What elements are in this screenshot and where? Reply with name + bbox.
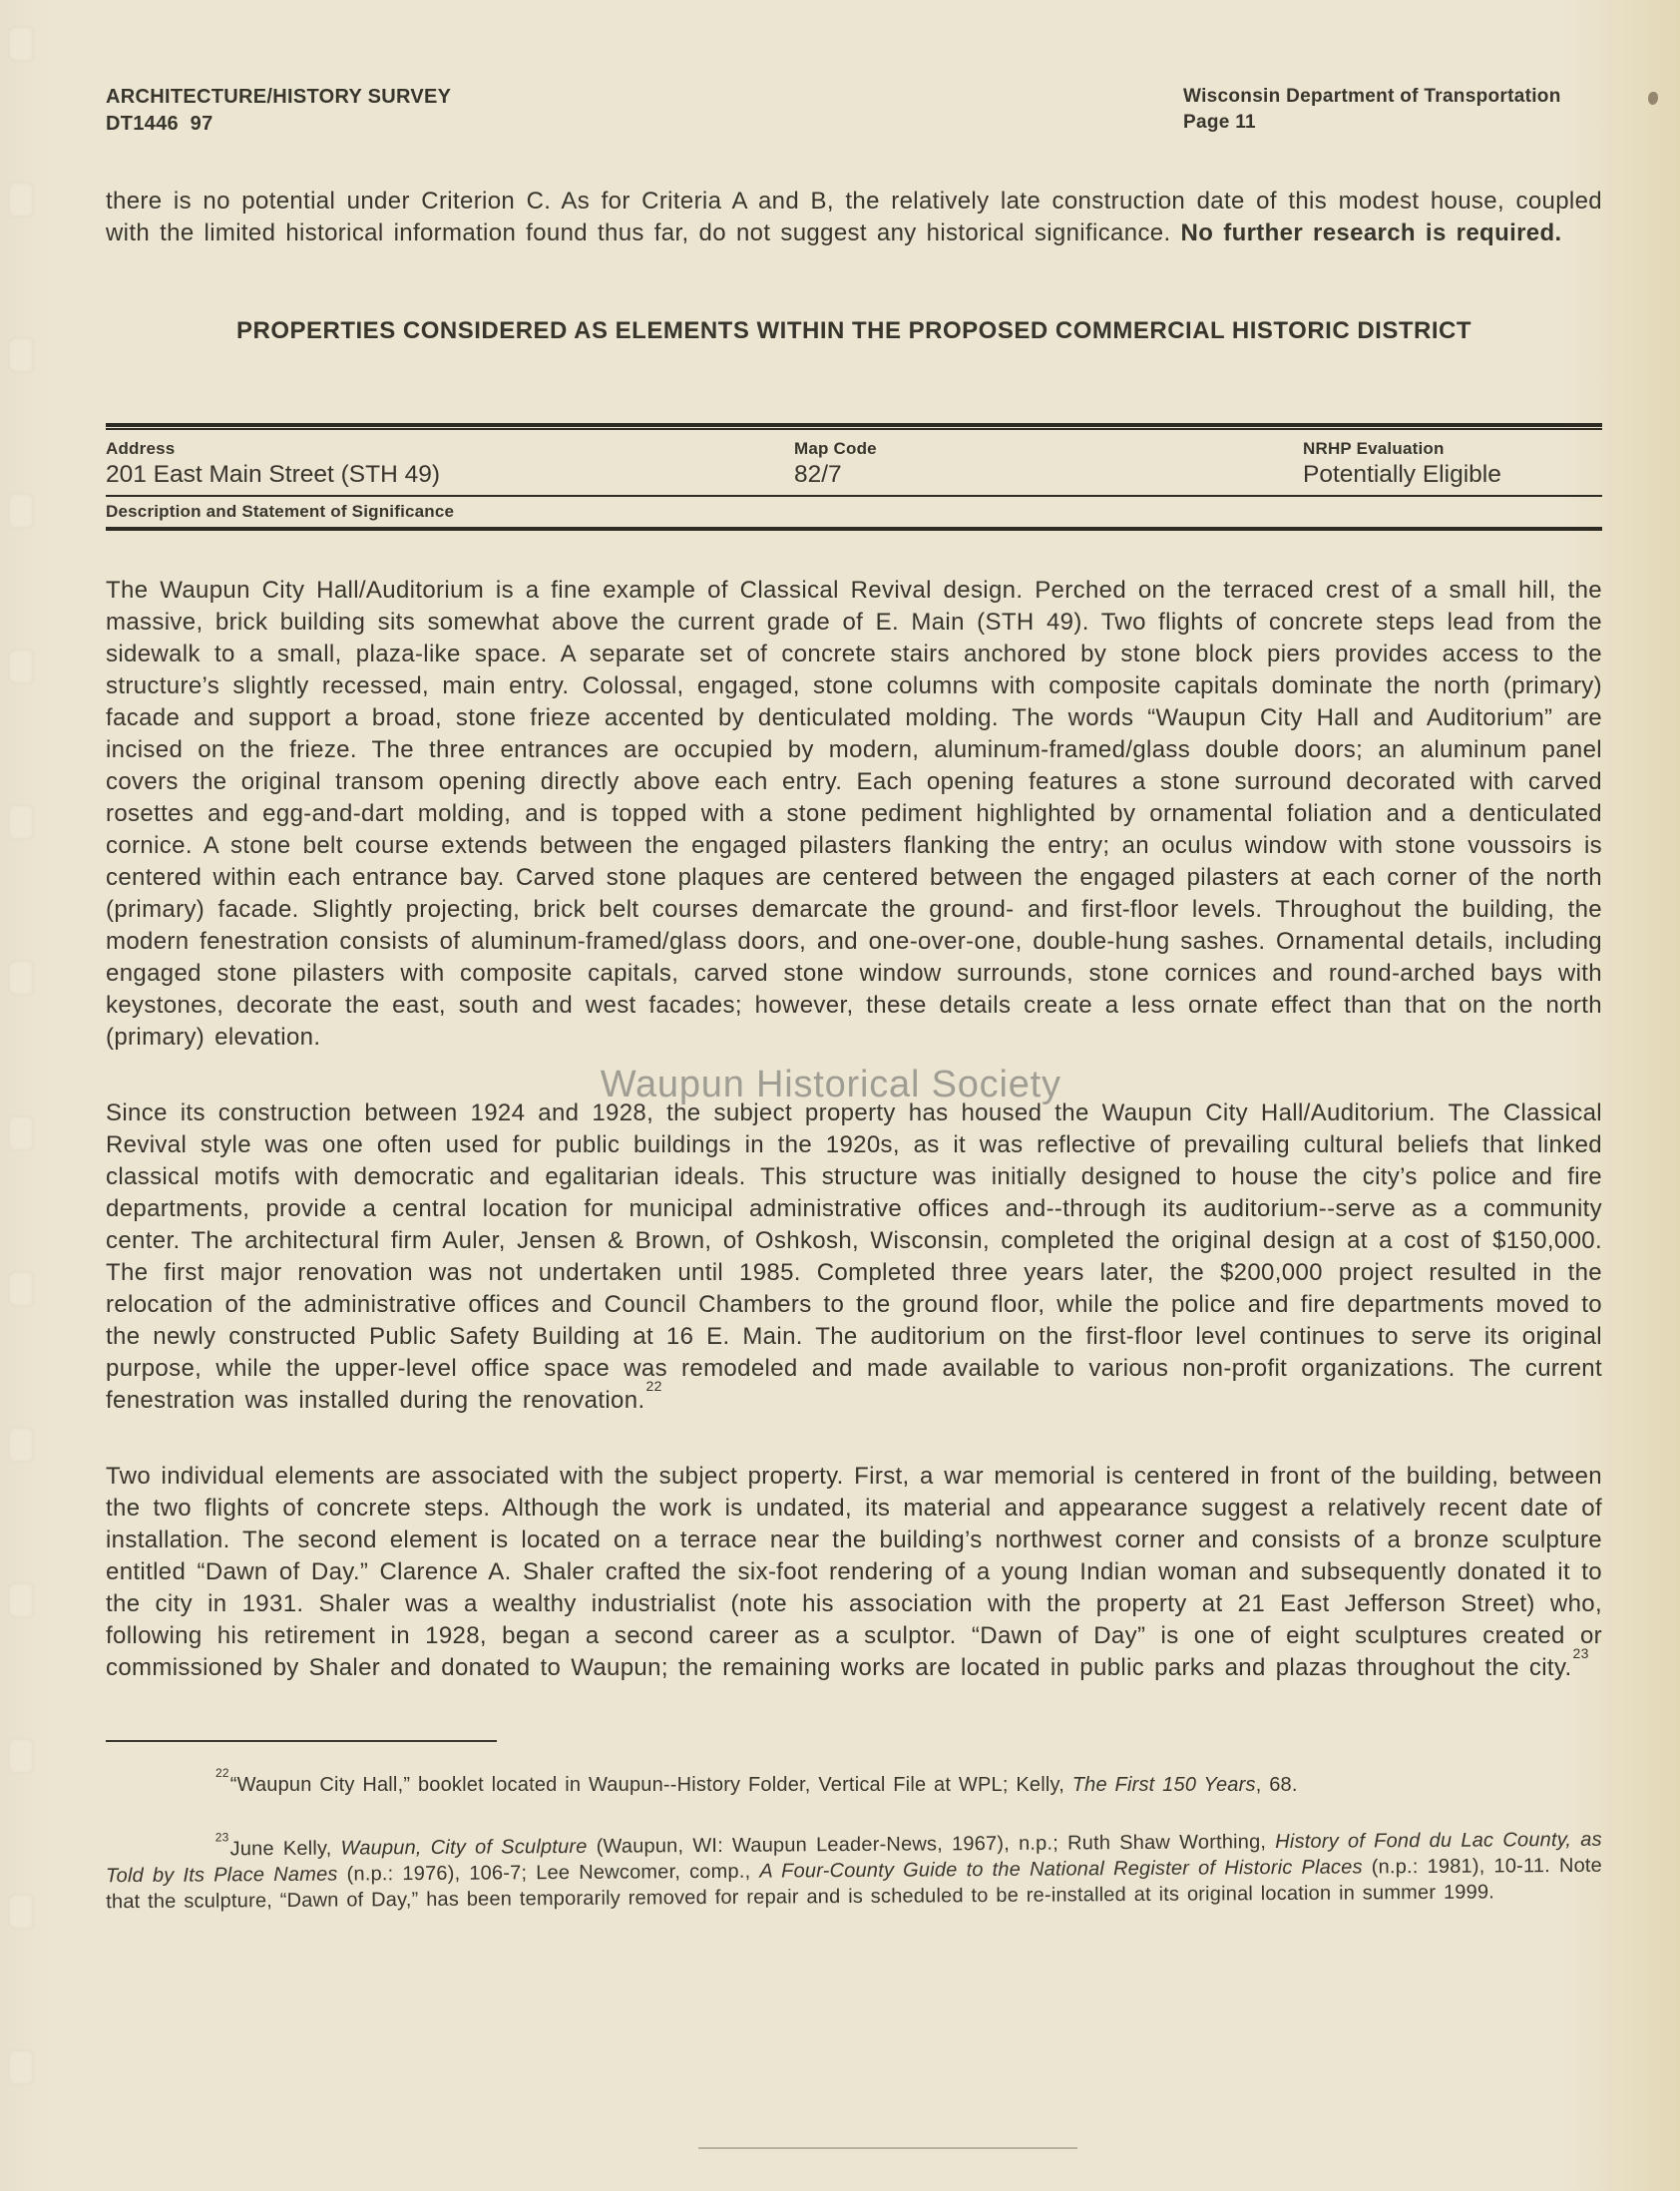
nrhp-evaluation-cell xyxy=(1303,432,1602,495)
history-text: Since its construction between 1924 and 1928, the subject property has housed the Waupun City Hall/Auditorium. The Classical Revival style was one often used for public buildings in the 1920s, as it was reflective of prevailing cultural beliefs that linked classical motifs with democratic and egalitarian ideals. This structure was initially designed to house the city’s police and fire departments, provide a central location for municipal administrative offices and--through its auditorium--serve as a community center. The architectural firm Auler, Jensen & Brown, of Oshkosh, Wisconsin, completed the original design at a cost of $150,000. The first major renovation was not undertaken until 1985. Completed three years later, the $200,000 project resulted in the relocation of the administrative offices and Council Chambers to the ground floor, while the police and fire departments moved to the newly constructed Public Safety Building at 16 E. Main. The auditorium on the first-floor level continues to serve its original purpose, while the upper-level office space was remodeled and made available to various non-profit organizations. The current fenestration was installed during the renovation. xyxy=(106,1099,1602,1414)
map-code-value: 82/7 xyxy=(794,461,842,488)
map-code-column-label: Map Code xyxy=(794,439,877,458)
footnote-23-number: 23 xyxy=(214,1830,229,1845)
footnote-23-title-2: History of Fond du Lac County, as Told by Its Place Names xyxy=(105,1828,1602,1888)
footnote-22 xyxy=(106,1766,1602,1798)
survey-title: ARCHITECTURE/HISTORY SURVEY xyxy=(106,86,452,108)
associated-elements-text: Two individual elements are associated with the subject property. First, a war memorial is centered in front of the building, between the two flights of concrete steps. Although the work is undated, its material and appearance suggest a relatively recent date of installation. The second element is located on a terrace near the building’s northwest corner and consists of a bronze sculpture entitled “Dawn of Day.” Clarence A. Shaler crafted the six-foot rendering of a young Indian woman and subsequently donated it to the city in 1931. Shaler was a wealthy industrialist (note his association with the property at 21 East Jefferson Street) who, following his retirement in 1928, began a second career as a sculptor. “Dawn of Day” is one of eight sculptures created or commissioned by Shaler and donated to Waupun; the remaining works are located in public parks and plazas throughout the city. xyxy=(106,1463,1602,1681)
intro-text: there is no potential under Criterion C. As for Criteria A and B, the relatively late construction date of this modest house, coupled with the limited historical information found thus far, do not suggest any historical significance. xyxy=(106,188,1602,246)
footnote-23-text-4: (n.p.: 1981), 10-11. Note that the sculpture, “Dawn of Day,” has been temporarily removed for repair and is scheduled to be re-installed at its original location in summer 1999. xyxy=(106,1854,1603,1914)
binder-hole-mark xyxy=(8,182,34,218)
footnote-23-text-2: (Waupun, WI: Waupun Leader-News, 1967), n.p.; Ruth Shaw Worthing, xyxy=(587,1831,1276,1858)
department-name: Wisconsin Department of Transportation xyxy=(1183,86,1561,107)
binder-hole-mark xyxy=(8,2049,34,2085)
footnote-22-text-end: , 68. xyxy=(1255,1774,1298,1796)
footnote-22-title: The First 150 Years xyxy=(1071,1774,1256,1796)
description-section-label: Description and Statement of Significance xyxy=(106,497,1602,531)
footnote-23-text-3: (n.p.: 1976), 106-7; Lee Newcomer, comp., xyxy=(337,1860,760,1886)
header-left-block xyxy=(106,84,451,138)
nrhp-value: Potentially Eligible xyxy=(1303,461,1501,488)
footnote-23 xyxy=(106,1827,1603,1915)
scan-artifact-line xyxy=(698,2147,1077,2149)
address-cell xyxy=(106,432,794,495)
binder-hole-mark xyxy=(8,1738,34,1774)
table-row xyxy=(106,432,1602,495)
binder-hole-mark xyxy=(8,26,34,62)
footnote-23-text-1: June Kelly, xyxy=(229,1837,341,1861)
footnote-22-number: 22 xyxy=(215,1766,229,1781)
intro-emphasis: No further research is required. xyxy=(1180,219,1562,246)
footnote-23-title-3: A Four-County Guide to the National Register of Historic Places xyxy=(759,1856,1363,1883)
document-content xyxy=(105,84,1603,1914)
intro-paragraph xyxy=(106,186,1602,249)
binder-hole-mark xyxy=(8,1894,34,1930)
footnote-23-title-1: Waupun, City of Sculpture xyxy=(340,1835,588,1860)
binder-hole-mark xyxy=(8,649,34,684)
address-column-label: Address xyxy=(106,439,176,458)
nrhp-column-label: NRHP Evaluation xyxy=(1303,439,1445,458)
significance-paragraph: The Waupun City Hall/Auditorium is a fine example of Classical Revival design. Perched on the terraced crest of a small hill, the massive, brick building sits somewhat above the current grade of E. Main (STH 49). Two flights of concrete steps lead from the sidewalk to a small, plaza-like space. A separate set of concrete stairs anchored by stone block piers provides access to the structure’s slightly recessed, main entry. Colossal, engaged, stone columns with composite capitals dominate the north (primary) facade and support a broad, stone frieze accented by denticulated molding. The words “Waupun City Hall and Auditorium” are incised on the frieze. The three entrances are occupied by modern, aluminum-framed/glass double doors; an aluminum panel covers the original transom opening directly above each entry. Each opening features a stone surround decorated with carved rosettes and egg-and-dart molding, and is topped with a stone pediment highlighted by ornamental foliation and a denticulated cornice. A stone belt course extends between the engaged pilasters flanking the entry; an oculus window with stone voussoirs is centered within each entrance bay. Carved stone plaques are centered between the engaged pilasters at each corner of the north (primary) facade. Slightly projecting, brick belt courses demarcate the ground- and first-floor levels. Throughout the building, the modern fenestration consists of aluminum-framed/glass doors, and one-over-one, double-hung sashes. Ornamental details, including engaged stone pilasters with composite capitals, carved stone window surrounds, stone cornices and round-arched bays with keystones, decorate the east, south and west facades; however, these details create a less ornate effect than that on the north (primary) elevation. xyxy=(106,577,1602,1051)
scan-smudge xyxy=(1648,92,1658,105)
binder-hole-mark xyxy=(8,1115,34,1151)
map-code-cell xyxy=(794,432,1303,495)
footnote-separator-rule xyxy=(106,1740,497,1742)
binder-hole-mark xyxy=(8,804,34,840)
associated-elements-paragraph xyxy=(106,1461,1602,1684)
footnote-ref-23: 23 xyxy=(1572,1645,1589,1661)
page-number: Page 11 xyxy=(1183,112,1256,133)
binder-hole-mark xyxy=(8,337,34,373)
footnote-ref-22: 22 xyxy=(645,1378,662,1394)
binder-hole-mark xyxy=(8,960,34,996)
history-paragraph xyxy=(106,1097,1602,1417)
header-right-block xyxy=(1183,84,1602,136)
watermark: Waupun Historical Society xyxy=(600,1064,1061,1105)
section-heading: PROPERTIES CONSIDERED AS ELEMENTS WITHIN THE PROPOSED COMMERCIAL HISTORIC DISTRICT xyxy=(236,317,1471,344)
binder-hole-mark xyxy=(8,493,34,529)
binder-hole-mark xyxy=(8,1427,34,1463)
binder-hole-mark xyxy=(8,1271,34,1307)
property-table xyxy=(106,423,1602,531)
form-number: DT1446 97 xyxy=(106,113,213,135)
document-header xyxy=(106,84,1602,138)
table-double-rule xyxy=(106,427,1602,430)
footnote-22-text: “Waupun City Hall,” booklet located in Waupun--History Folder, Vertical File at WPL; Kelly, xyxy=(229,1774,1072,1796)
address-value: 201 East Main Street (STH 49) xyxy=(106,461,440,488)
binder-hole-mark xyxy=(8,1582,34,1618)
